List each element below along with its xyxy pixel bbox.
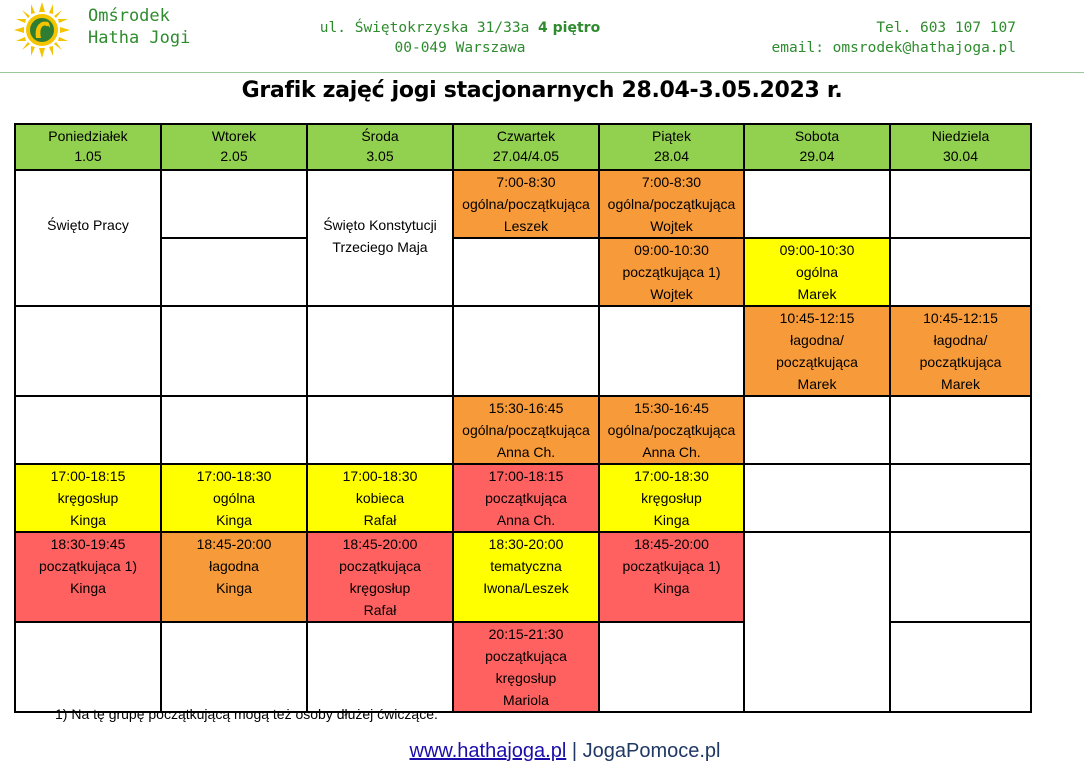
day-header-thu: Czwartek 27.04/4.05 xyxy=(453,124,599,170)
empty-cell xyxy=(744,464,890,532)
class-cell-thu-7: 20:15-21:30 początkująca kręgosłup Mariola xyxy=(453,622,599,712)
schedule-table xyxy=(14,123,1032,713)
class-cell-wed-6: 18:45-20:00 początkująca kręgosłup Rafał xyxy=(307,532,453,622)
empty-cell xyxy=(161,306,307,396)
organization-name xyxy=(88,5,190,49)
class-cell-mon-6: 18:30-19:45 początkująca 1) Kinga xyxy=(15,532,161,622)
empty-cell xyxy=(15,622,161,712)
address-street: ul. Świętokrzyska 31/33a xyxy=(319,20,530,36)
day-header-fri: Piątek 28.04 xyxy=(599,124,744,170)
class-cell-wed-5: 17:00-18:30 kobieca Rafał xyxy=(307,464,453,532)
empty-cell xyxy=(161,396,307,464)
joga-pomoce-link[interactable]: JogaPomoce.pl xyxy=(582,740,721,762)
empty-cell xyxy=(161,238,307,306)
empty-cell xyxy=(307,622,453,712)
day-header-sat: Sobota 29.04 xyxy=(744,124,890,170)
empty-cell xyxy=(890,622,1031,712)
email-label: email: xyxy=(771,40,824,56)
class-cell-thu-4: 15:30-16:45 ogólna/początkująca Anna Ch. xyxy=(453,396,599,464)
table-row xyxy=(15,396,1031,464)
footnote: 1) Na tę grupę początkującą mogą też osoby dłużej ćwiczące. xyxy=(55,706,438,722)
day-header-tue: Wtorek 2.05 xyxy=(161,124,307,170)
empty-cell xyxy=(307,306,453,396)
class-cell-tue-6: 18:45-20:00 łagodna Kinga xyxy=(161,532,307,622)
table-row xyxy=(15,532,1031,622)
empty-cell xyxy=(599,622,744,712)
empty-cell xyxy=(161,170,307,238)
address-floor: 4 piętro xyxy=(538,20,601,36)
class-cell-fri-6: 18:45-20:00 początkująca 1) Kinga xyxy=(599,532,744,622)
class-cell-sat-2: 09:00-10:30 ogólna Marek xyxy=(744,238,890,306)
org-line-2: Hatha Jogi xyxy=(88,28,191,48)
empty-cell xyxy=(453,238,599,306)
empty-cell xyxy=(890,238,1031,306)
empty-cell xyxy=(744,396,890,464)
empty-cell xyxy=(744,532,890,712)
class-cell-fri-1: 7:00-8:30 ogólna/początkująca Wojtek xyxy=(599,170,744,238)
table-row xyxy=(15,238,1031,306)
empty-cell xyxy=(890,170,1031,238)
table-row xyxy=(15,306,1031,396)
day-header-mon: Poniedziałek 1.05 xyxy=(15,124,161,170)
empty-cell xyxy=(15,396,161,464)
table-row xyxy=(15,464,1031,532)
table-row xyxy=(15,170,1031,238)
holiday-cell-wed: Święto Konstytucji Trzeciego Maja xyxy=(307,170,453,306)
empty-cell xyxy=(599,306,744,396)
address xyxy=(290,18,630,58)
class-cell-mon-5: 17:00-18:15 kręgosłup Kinga xyxy=(15,464,161,532)
class-cell-fri-2: 09:00-10:30 początkująca 1) Wojtek xyxy=(599,238,744,306)
class-cell-thu-1: 7:00-8:30 ogólna/początkująca Leszek xyxy=(453,170,599,238)
class-cell-fri-5: 17:00-18:30 kręgosłup Kinga xyxy=(599,464,744,532)
day-header-wed: Środa 3.05 xyxy=(307,124,453,170)
org-line-1: Omśrodek xyxy=(88,6,170,26)
address-city: 00-049 Warszawa xyxy=(394,40,526,56)
page-title: Grafik zajęć jogi stacjonarnych 28.04-3.05.2023 r. xyxy=(241,78,843,103)
empty-cell xyxy=(890,464,1031,532)
class-cell-thu-6: 18:30-20:00 tematyczna Iwona/Leszek xyxy=(453,532,599,622)
page-header xyxy=(0,0,1084,73)
class-cell-thu-5: 17:00-18:15 początkująca Anna Ch. xyxy=(453,464,599,532)
sun-yoga-logo-icon xyxy=(14,2,70,58)
footer-links xyxy=(0,740,1084,763)
class-cell-sun-3: 10:45-12:15 łagodna/ początkująca Marek xyxy=(890,306,1031,396)
empty-cell xyxy=(307,396,453,464)
class-cell-sat-3: 10:45-12:15 łagodna/ początkująca Marek xyxy=(744,306,890,396)
class-cell-tue-5: 17:00-18:30 ogólna Kinga xyxy=(161,464,307,532)
day-header-sun: Niedziela 30.04 xyxy=(890,124,1031,170)
class-cell-fri-4: 15:30-16:45 ogólna/początkująca Anna Ch. xyxy=(599,396,744,464)
holiday-cell-mon: Święto Pracy xyxy=(15,170,161,306)
phone: Tel. 603 107 107 xyxy=(876,20,1016,36)
empty-cell xyxy=(744,170,890,238)
day-header-row xyxy=(15,124,1031,170)
empty-cell xyxy=(890,396,1031,464)
empty-cell xyxy=(15,306,161,396)
link-separator: | xyxy=(571,740,578,762)
site-link[interactable]: www.hathajoga.pl xyxy=(409,740,567,762)
empty-cell xyxy=(890,532,1031,622)
empty-cell xyxy=(161,622,307,712)
empty-cell xyxy=(453,306,599,396)
email-address[interactable]: omsrodek@hathajoga.pl xyxy=(832,40,1016,56)
contact-info xyxy=(772,18,1016,58)
